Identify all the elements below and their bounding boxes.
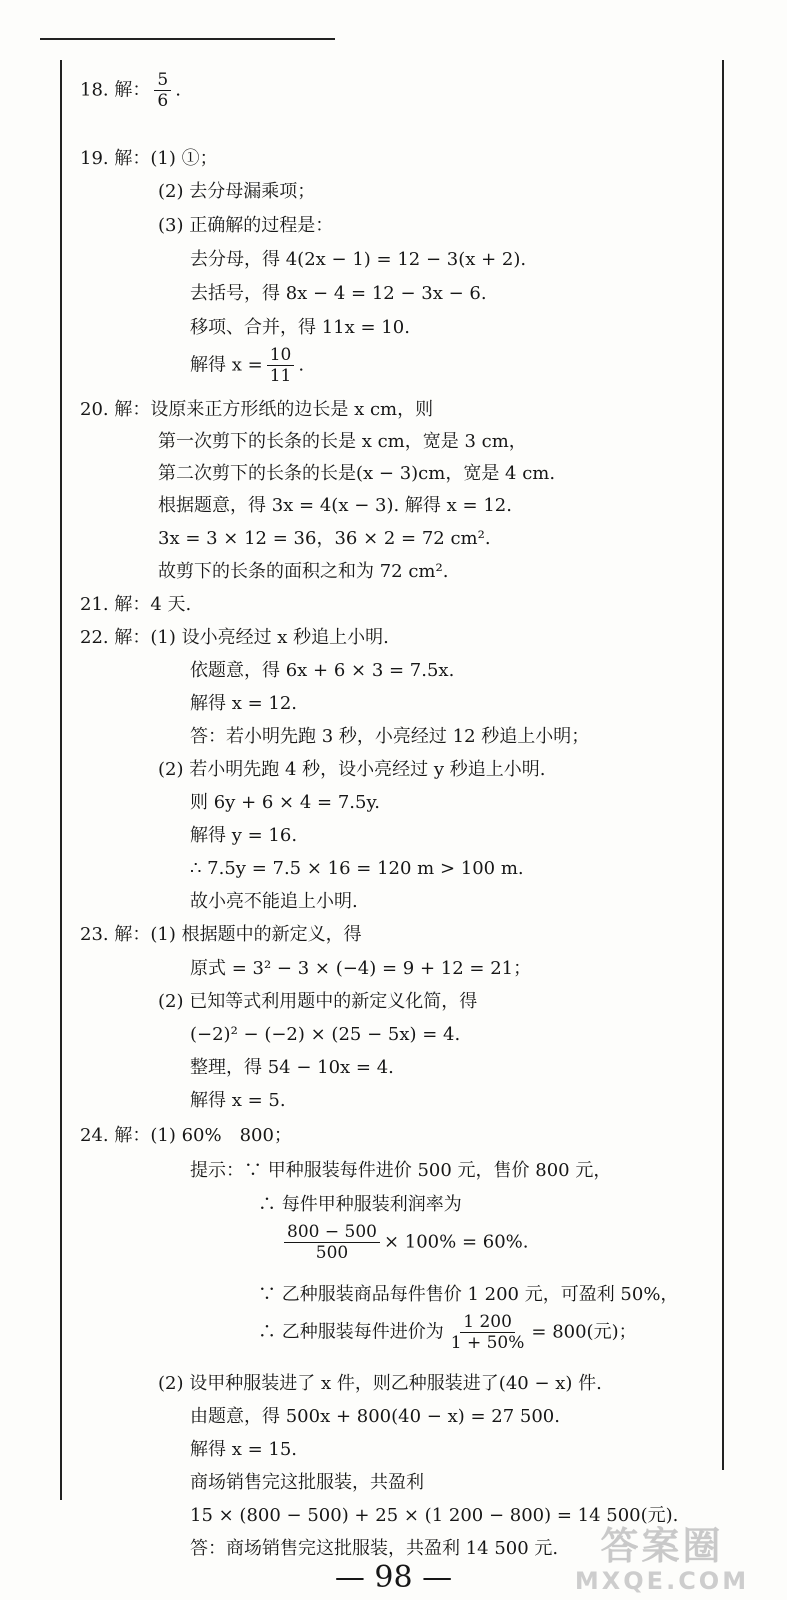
answer-20-line-2: 第一次剪下的长条的长是 x cm，宽是 3 cm， [158,431,527,452]
fraction-numerator: 1 200 [460,1312,515,1333]
answer-24-line-9: 解得 x = 15. [190,1439,298,1460]
answer-20-line-6: 故剪下的长条的面积之和为 72 cm². [158,561,449,582]
fraction-denominator: 1 + 50% [450,1333,525,1353]
answer-19-line-7-text: 解得 x = [190,354,263,376]
answer-24-line-3: ∴ 每件甲种服装利润率为 [258,1194,462,1215]
answer-23-line-5: 整理，得 54 − 10x = 4. [190,1057,394,1078]
answer-23-line-4: (−2)² − (−2) × (25 − 5x) = 4. [190,1024,461,1045]
answer-20-line-5: 3x = 3 × 12 = 36，36 × 2 = 72 cm². [158,528,491,549]
answer-22-line-5: (2) 若小明先跑 4 秒，设小亮经过 y 秒追上小明. [158,759,546,780]
answer-18-label: 18. 解： [80,79,151,101]
fraction-cost-price [448,1312,528,1353]
fraction-numerator: 5 [154,70,171,91]
fraction-numerator: 800 − 500 [284,1222,380,1243]
answer-24-line-1: 24. 解：(1) 60% 800； [80,1125,292,1146]
answer-23-line-6: 解得 x = 5. [190,1090,286,1111]
answer-19-line-5: 去括号，得 8x − 4 = 12 − 3x − 6. [190,283,487,304]
fraction-denominator: 500 [315,1243,349,1263]
watermark-url: MXQE.COM [574,1567,750,1595]
answer-24-line-4 [280,1222,528,1263]
answer-23-line-2: 原式 = 3² − 3 × (−4) = 9 + 12 = 21； [190,958,532,979]
answer-20-line-3: 第二次剪下的长条的长是(x − 3)cm，宽是 4 cm. [158,463,556,484]
answer-19-line-7 [190,345,304,386]
left-margin-bar [60,60,62,1500]
answer-23-line-1: 23. 解：(1) 根据题中的新定义，得 [80,924,362,945]
answer-22-line-6: 则 6y + 6 × 4 = 7.5y. [190,792,380,813]
watermark-logo [557,1515,767,1600]
answer-24-line-6-end: = 800(元)； [531,1321,637,1343]
fraction-denominator: 11 [269,366,292,386]
fraction-numerator: 10 [267,345,295,366]
answer-24-line-11: 15 × (800 − 500) + 25 × (1 200 − 800) = 14 500(元). [190,1505,679,1526]
answer-24-line-2: 提示：∵ 甲种服装每件进价 500 元，售价 800 元， [190,1160,612,1181]
answer-19-line-4: 去分母，得 4(2x − 1) = 12 − 3(x + 2). [190,249,527,270]
answer-19-line-7-end: . [298,354,305,376]
answer-24-line-8: 由题意，得 500x + 800(40 − x) = 27 500. [190,1406,560,1427]
answer-20-line-4: 根据题意，得 3x = 4(x − 3). 解得 x = 12. [158,495,512,516]
answer-19-line-3: (3) 正确解的过程是： [158,215,334,236]
answer-22-line-8: ∴ 7.5y = 7.5 × 16 = 120 m > 100 m. [190,858,524,879]
answer-22-line-7: 解得 y = 16. [190,825,298,846]
fraction-10-11 [267,345,295,386]
answer-19-line-1: 19. 解：(1) ①； [80,148,218,169]
fraction-profit-rate [284,1222,380,1263]
answer-19-line-2: (2) 去分母漏乘项； [158,181,316,202]
fraction-5-6 [154,70,171,111]
answer-22-line-4: 答：若小明先跑 3 秒，小亮经过 12 秒追上小明； [190,726,590,747]
answer-22-line-9: 故小亮不能追上小明. [190,891,358,912]
answer-21: 21. 解：4 天. [80,594,192,615]
answer-24-line-6-text: ∴ 乙种服装每件进价为 [258,1321,444,1343]
answer-24-line-5: ∵ 乙种服装商品每件售价 1 200 元，可盈利 50%， [258,1284,679,1305]
answer-20-line-1: 20. 解：设原来正方形纸的边长是 x cm，则 [80,399,434,420]
page-number: — 98 — [334,1560,453,1595]
top-rule [40,38,335,40]
right-margin-bar [722,60,724,1470]
answer-24-line-6 [258,1312,637,1353]
answer-18-end: . [175,79,181,101]
answer-22-line-2: 依题意，得 6x + 6 × 3 = 7.5x. [190,660,455,681]
answer-24-line-4-text: × 100% = 60%. [383,1231,529,1253]
answer-23-line-3: (2) 已知等式利用题中的新定义化简，得 [158,991,478,1012]
answer-24-line-7: (2) 设甲种服装进了 x 件，则乙种服装进了(40 − x) 件. [158,1373,602,1394]
fraction-denominator: 6 [157,91,169,111]
watermark-title: 答案圈 [600,1524,724,1568]
answer-24-line-10: 商场销售完这批服装，共盈利 [190,1472,424,1493]
answer-19-line-6: 移项、合并，得 11x = 10. [190,317,410,338]
answer-24-line-12: 答：商场销售完这批服装，共盈利 14 500 元. [190,1538,559,1559]
answer-22-line-1: 22. 解：(1) 设小亮经过 x 秒追上小明. [80,627,389,648]
answer-18 [80,70,181,111]
answer-22-line-3: 解得 x = 12. [190,693,298,714]
